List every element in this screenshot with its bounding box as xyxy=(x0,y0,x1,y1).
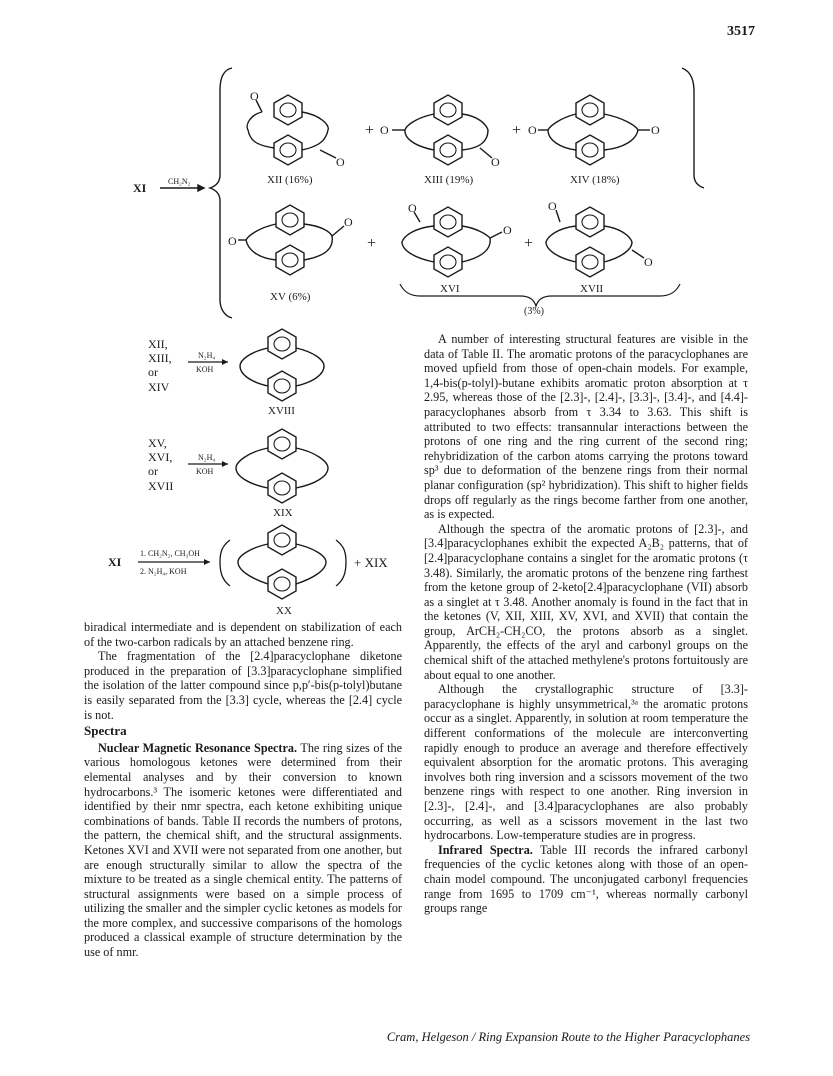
molecule-xix xyxy=(236,429,328,519)
paragraph: Although the spectra of the aromatic protons of [2.3]-, and [3.4]paracyclophanes exhibit the expected A₂B₂ patterns, that of [2.4]paracyclophane contains a singlet for the aromatic protons (τ 3.48). Similarly, the aromatic protons of the benzene ring farthest from the ketone group of 2-keto[2.4]paracyclophane (VII) absorb as a singlet at τ 3.48. Another anomaly is found in the fact that in the ketones (V, XII, XIII, XV, XVI, and XVII) that contain the group, ArCH₂-CH₂CO, the protons absorb as a singlet. Apparently, the effects of the aryl and carbonyl groups on the chemical shift of the attached methylene's protons fortuitously are about equal to one another. xyxy=(424,521,748,682)
label-xx: XX xyxy=(276,605,292,617)
oxygen-label: O xyxy=(548,199,557,213)
left-column xyxy=(84,620,402,960)
paragraph-text: The ring sizes of the various homologous ketones were determined from their elemental analyses and by their conversion to known hydrocarbons.³ The isomeric ketones were differentiated and identified by their nmr spectra, each ketone exhibiting unique combinations of bands. Table II records the numbers of protons, the pattern, the chemical shift, and the structural assignments. Ketones XVI and XVII were not separated from one another, but are enough structurally similar to allow the spectra of the mixture to be treated as a single chemical entity. The patterns of structural assignments were based on a simple process of utilizing the smaller and the simpler cyclic ketones as models for the more complex, and successive comparisons of the homologs produced a classical example of structure determination by the use of nmr. xyxy=(84,740,402,960)
oxygen-label: O xyxy=(336,155,345,169)
reagent-step4-1: 1. CH₂N₂, CH₃OH xyxy=(140,549,200,558)
label-xvii: XVII xyxy=(580,283,604,295)
reagent-n2h4: N₂H₄ xyxy=(198,351,216,360)
paragraph: biradical intermediate and is dependent on stabilization of each of the two-carbon radicals by an attached benzene ring. xyxy=(84,620,402,649)
label-xv: XV (6%) xyxy=(270,291,311,303)
page-number: 3517 xyxy=(727,24,755,39)
oxygen-label: O xyxy=(651,123,660,137)
reagent-koh: KOH xyxy=(196,467,214,476)
svg-text:XII,: XII, xyxy=(148,337,168,351)
label-xix: XIX xyxy=(273,507,293,519)
svg-text:XV,: XV, xyxy=(148,436,167,450)
plus-sign: + xyxy=(365,122,375,139)
svg-text:or: or xyxy=(148,464,158,478)
paragraph: A number of interesting structural features are visible in the data of Table II. The aromatic protons of the paracyclophanes are moved upfield from those of open-chain models. For example, 1,4-bis(p-tolyl)-butane exhibits aromatic proton absorption at τ 2.95, whereas those of the [2.3]-, [2.4]-, [3.3]-, [3.4]-, and [4.4]-paracyclophanes absorb from τ 3.34 to 3.63. This shift is attributed to two effects: transannular interactions between the protons of one ring and the ring current of the second ring; rehybridization of the carbon atoms carrying the protons toward sp³ due to deformation of the benzene rings from their normal planar configuration (sp² hybridization). This shift to higher fields drops off regularly as the rings become farther from one another, as is expected. xyxy=(424,332,748,522)
svg-text:XVII: XVII xyxy=(148,479,174,493)
oxygen-label: O xyxy=(528,123,537,137)
svg-text:XVI,: XVI, xyxy=(148,450,173,464)
reactant-xi: XI xyxy=(133,181,147,195)
svg-text:XIV: XIV xyxy=(148,380,170,394)
svg-text:or: or xyxy=(148,365,158,379)
oxygen-label: O xyxy=(408,201,417,215)
label-xiii: XIII (19%) xyxy=(424,174,474,186)
paragraph: Although the crystallographic structure of [3.3]-paracyclophane is highly unsymmetrical,³ᵃ the aromatic protons occur as a singlet. Apparently, in solution at room temperature the different conformations of the molecule are interconverting rapidly enough to produce an average and therefore effectively equivalent absorption for the aromatic protons. This averaging involves both ring inversion and a scissors movement of the two benzene rings with respect to one another. Ring inversion in [2.3]-, [2.4]-, and [3.4]paracyclophanes are also probably occurring, as well as a scissors movement in the last two hydrocarbons. Low-temperature studies are in progress. xyxy=(424,682,748,843)
reagent-ch2n2: CH₂N₂ xyxy=(168,177,191,186)
label-xiv: XIV (18%) xyxy=(570,174,620,186)
paragraph: The fragmentation of the [2.4]paracyclophane diketone produced in the preparation of [3.3]paracyclophane simplified the isolation of the latter compound since p,p′-bis(p-tolyl)butane is easily separated from the [3.3] cycle, whereas the [2.4] cycle is not. xyxy=(84,649,402,722)
label-xii: XII (16%) xyxy=(267,174,313,186)
molecule-xiii xyxy=(380,95,500,186)
molecule-xii xyxy=(247,89,345,186)
oxygen-label: O xyxy=(344,215,353,229)
plus-xix: + XIX xyxy=(354,555,388,570)
oxygen-label: O xyxy=(380,123,389,137)
plus-sign: + xyxy=(367,235,377,252)
subheading: Nuclear Magnetic Resonance Spectra. xyxy=(98,740,298,755)
right-column xyxy=(424,332,748,916)
reactant-list-2 xyxy=(148,337,172,394)
label-xviii: XVIII xyxy=(268,405,295,417)
label-xvi: XVI xyxy=(440,283,460,295)
molecule-xiv xyxy=(528,95,660,186)
svg-text:XIII,: XIII, xyxy=(148,351,172,365)
reagent-koh: KOH xyxy=(196,365,214,374)
oxygen-label: O xyxy=(228,234,237,248)
reagent-step4-2: 2. N₂H₄, KOH xyxy=(140,567,187,576)
molecule-xv xyxy=(228,205,353,303)
molecule-xx xyxy=(238,525,326,617)
paragraph xyxy=(84,741,402,960)
oxygen-label: O xyxy=(491,155,500,169)
subheading: Infrared Spectra. xyxy=(438,842,533,857)
oxygen-label: O xyxy=(250,89,259,103)
oxygen-label: O xyxy=(644,255,653,269)
plus-sign: + xyxy=(524,235,534,252)
running-footer: Cram, Helgeson / Ring Expansion Route to the Higher Paracyclophanes xyxy=(386,1030,750,1044)
label-pair-yield: (3%) xyxy=(524,306,544,317)
reactant-xi-step4: XI xyxy=(108,555,122,569)
reactant-list-3 xyxy=(148,436,173,493)
molecule-xviii xyxy=(240,329,324,417)
paragraph xyxy=(424,843,748,916)
plus-sign: + xyxy=(512,122,522,139)
reagent-n2h4: N₂H₄ xyxy=(198,453,216,462)
oxygen-label: O xyxy=(503,223,512,237)
section-heading: Spectra xyxy=(84,723,127,739)
molecule-xvi xyxy=(402,201,512,295)
paragraph-text: Table III records the infrared carbonyl frequencies of the cyclic ketones along with those of an open-chain model compound. The unconjugated carbonyl frequencies range from 1695 to 1709 cm⁻¹, whereas normally carbonyl groups range xyxy=(424,842,748,916)
molecule-xvii xyxy=(546,199,653,295)
